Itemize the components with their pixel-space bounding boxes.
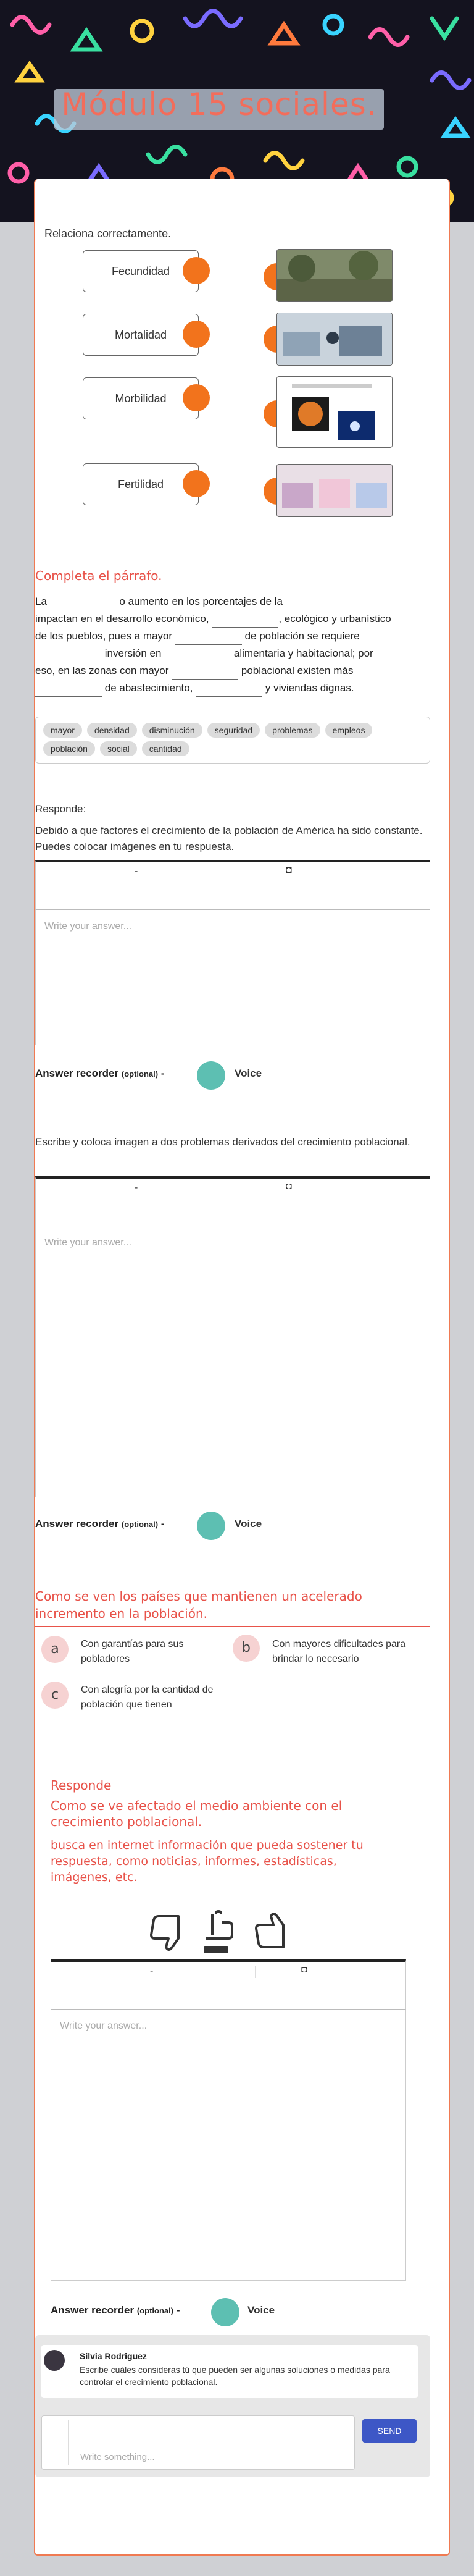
q1-label: Responde: (35, 803, 86, 815)
comment-placeholder: Write something... (80, 2452, 155, 2462)
avatar (44, 2350, 65, 2371)
blank-input[interactable] (286, 599, 352, 610)
dash-icon[interactable]: - (150, 1966, 154, 1976)
mc-question: Como se ven los países que mantienen un acelerado incremento en la población. (35, 1589, 362, 1621)
blank-input[interactable] (50, 599, 117, 610)
image-hospital[interactable] (276, 313, 393, 366)
comment-bubble (41, 2345, 418, 2398)
answer-recorder-label: Answer recorder (optional) - (35, 1518, 165, 1530)
answer-input[interactable] (35, 1226, 430, 1497)
comment-panel (35, 2335, 430, 2477)
record-button[interactable] (197, 1512, 225, 1540)
option-b-text[interactable]: Con mayores dificultades para brindar lo necesario (272, 1639, 406, 1664)
word-chip[interactable]: cantidad (142, 741, 189, 756)
word-chip[interactable]: empleos (325, 723, 373, 738)
editor-toolbar (51, 1959, 406, 2009)
answer-recorder-label: Answer recorder (optional) - (35, 1067, 165, 1079)
image-icon[interactable]: ◘ (286, 865, 292, 875)
blank-input[interactable] (164, 650, 231, 662)
match-connector-left[interactable] (183, 321, 210, 348)
word-chip[interactable]: disminución (142, 723, 202, 738)
q2-prompt: Escribe y coloca imagen a dos problemas derivados del crecimiento poblacional. (35, 1136, 410, 1148)
match-connector-left[interactable] (183, 470, 210, 497)
match-item-fecundidad[interactable]: Fecundidad (83, 250, 199, 292)
send-button[interactable]: SEND (362, 2419, 417, 2443)
match-connector-left[interactable] (183, 384, 210, 411)
word-chip[interactable]: social (100, 741, 137, 756)
comment-author: Silvia Rodriguez (80, 2351, 147, 2361)
word-bank (35, 717, 430, 764)
answer-input[interactable] (35, 909, 430, 1045)
page-title: Módulo 15 sociales. (61, 86, 377, 122)
voice-label: Voice (235, 1067, 262, 1079)
option-c-badge[interactable]: c (41, 1682, 69, 1709)
q1-prompt: Debido a que factores el crecimiento de la población de América ha sido constante. Puedes colocar imágenes en tu respuesta. (35, 825, 423, 852)
answer-recorder-label: Answer recorder (optional) - (51, 2304, 180, 2316)
option-a-badge[interactable]: a (41, 1636, 69, 1663)
voice-label: Voice (247, 2304, 275, 2316)
voice-label: Voice (235, 1518, 262, 1530)
blank-input[interactable] (175, 633, 242, 645)
comment-text: Escribe cuáles consideras tú que pueden ser algunas soluciones o medidas para controlar el crecimiento poblacional. (80, 2365, 390, 2387)
record-button[interactable] (197, 1061, 225, 1090)
blank-input[interactable] (35, 685, 102, 697)
record-button[interactable] (211, 2298, 239, 2326)
toolbar-divider (255, 1966, 256, 1978)
answer-input[interactable] (51, 2009, 406, 2281)
word-chip[interactable]: problemas (265, 723, 320, 738)
blank-input[interactable] (196, 685, 262, 697)
editor-toolbar (35, 1176, 430, 1226)
answer-placeholder: Write your answer... (60, 2021, 148, 2031)
image-newborns[interactable] (276, 464, 393, 517)
dash-icon[interactable]: - (135, 866, 138, 877)
matching-instruction: Relaciona correctamente. (44, 227, 172, 240)
match-connector-left[interactable] (183, 257, 210, 284)
image-embryo[interactable] (276, 376, 393, 448)
match-item-morbilidad[interactable]: Morbilidad (83, 377, 199, 419)
image-icon[interactable]: ◘ (286, 1181, 292, 1192)
blank-input[interactable] (35, 650, 102, 662)
activity-card (34, 179, 450, 2556)
option-a-text[interactable]: Con garantías para sus pobladores (81, 1639, 184, 1664)
q3-label: Responde (51, 1778, 112, 1793)
image-people-park[interactable] (276, 249, 393, 302)
cloze-heading: Completa el párrafo. (35, 568, 162, 583)
answer-placeholder: Write your answer... (44, 1237, 132, 1248)
q3-hint: busca en internet información que pueda sostener tu respuesta, como noticias, informes, estadísticas, imágenes, etc. (51, 1838, 364, 1884)
thumbs-graphic (51, 1909, 415, 1956)
image-icon[interactable]: ◘ (301, 1964, 307, 1975)
cloze-paragraph: La o aumento en los porcentajes de la impactan en el desarrollo económico, , ecológico y urbanístico de los pueblos, pues a mayor de población se requiere inversión en alimentaria y habitacional; por eso, en las zonas con mayor poblacional existen más de abastecimiento, y viviendas dignas. (35, 593, 430, 697)
divider (35, 1626, 430, 1627)
dash-icon[interactable]: - (135, 1182, 138, 1193)
q3-prompt: Como se ve afectado el medio ambiente con el crecimiento poblacional. (51, 1798, 343, 1829)
word-chip[interactable]: densidad (87, 723, 137, 738)
match-item-fertilidad[interactable]: Fertilidad (83, 463, 199, 505)
blank-input[interactable] (172, 668, 238, 680)
editor-toolbar (35, 860, 430, 909)
comment-avatar-slot (48, 2420, 69, 2465)
comment-input[interactable] (41, 2415, 355, 2470)
option-c-text[interactable]: Con alegría por la cantidad de población que tienen (81, 1685, 214, 1710)
answer-placeholder: Write your answer... (44, 921, 132, 932)
word-chip[interactable]: seguridad (207, 723, 260, 738)
blank-input[interactable] (212, 616, 278, 628)
word-chip[interactable]: mayor (43, 723, 82, 738)
option-b-badge[interactable]: b (233, 1635, 260, 1662)
word-chip[interactable]: población (43, 741, 95, 756)
match-item-mortalidad[interactable]: Mortalidad (83, 314, 199, 356)
